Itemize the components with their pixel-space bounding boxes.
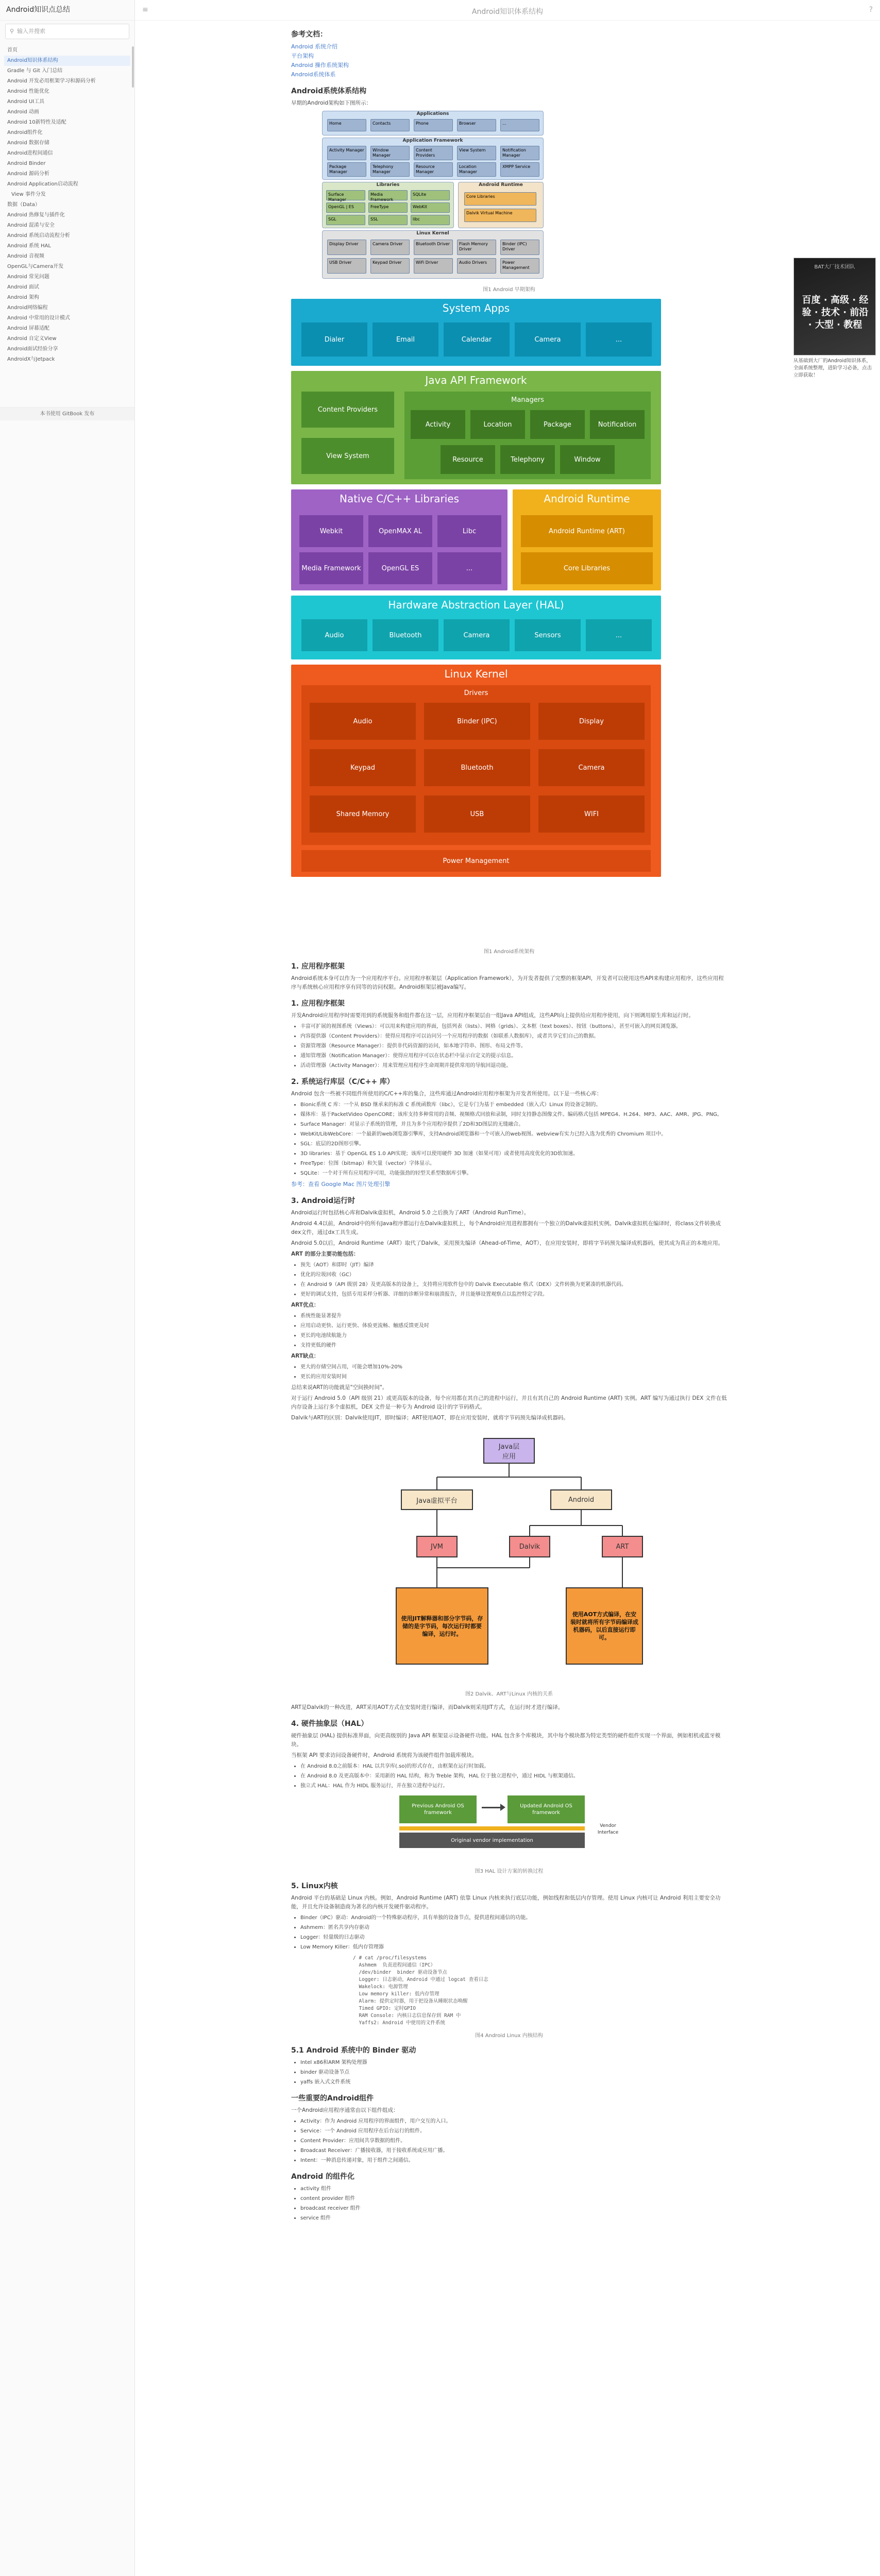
list-item: • FreeType：位图（bitmap）和矢量（vector）字体显示。 [300,1159,727,1168]
hal-transition-diagram [399,1795,626,1862]
caption-4: 图3 HAL 设计方案的转换过程 [475,1869,544,1874]
list-item: • WebKit/LibWebCore：一个最新的web浏览器引擎库，支持Android浏览器和一个可嵌入的web视图。webview有实力已经入选为优秀的 Chromium 项目中。 [300,1130,727,1139]
sidebar-item[interactable]: Android 中常用的设计模式 [7,315,70,321]
d1-component-box: OpenGL | ES [326,202,365,213]
sidebar-item[interactable]: Android UI工具 [7,99,45,105]
d1-component-box: WebKit [411,202,450,213]
list-item: • Service：一个 Android 应用程序在后台运行的组件。 [300,2127,727,2136]
list-item: • 3D libraries：基于 OpenGL ES 1.0 API实现；该库可以使用硬件 3D 加速（如果可用）或者使用高度优化的3D软加速。 [300,1149,727,1158]
d2-native-lib: Libc [437,515,501,547]
d1-component-box: SSL [368,215,408,225]
d2-driver: Audio [310,703,416,740]
list-item: • 支持更低的硬件 [300,1341,727,1350]
last-heading: Android 的组件化 [291,2173,355,2181]
sidebar-item[interactable]: Android网络编程 [7,305,48,311]
art-cons-list [300,1363,727,1381]
d2-drivers-label: Drivers [464,689,488,697]
d1-component-box: FreeType [368,202,408,213]
d2-content-providers: Content Providers [301,392,394,428]
d1-component-box: Camera Driver [370,240,410,255]
d1-component-box: Activity Manager [327,146,366,160]
kernel-code-block: / # cat /proc/filesystems Ashmem 负责进程间通信（IPC） /dev/binder binder 驱动设备节点 Logger: 日志驱动，Android 中通过 logcat 查看日志 Wakelock: 电源管理 Low memory killer: 低内存管理 Alarm: 提供定时器，用于把设备从睡眠状态唤醒 Timed GPIO: 定时GPIO RAM Console: 内核日志信息保存到 RAM 中 Yaffs2: Android 中使用的文件系统 [353,1955,488,2026]
list-item: • 在 Android 8.0之前版本：HAL 以共享库(.so)的形式存在，由框架在运行时加载。 [300,1762,727,1771]
list-item: • 更长的应用安装时间 [300,1372,727,1381]
sidebar-item[interactable]: Android 面试 [7,284,39,290]
d3-jvm-node: JVM [416,1536,458,1557]
d1-component-box: Core Libraries [464,192,536,206]
sidebar-item[interactable]: Android 系统 HAL [7,243,51,249]
list-item: • Activity：作为 Android 应用程序的界面组件，用户交互的入口。 [300,2117,727,2126]
d1-component-box: ... [500,119,539,131]
sidebar-toc [0,44,134,366]
d2-driver: USB [424,795,530,833]
d1-component-box: Binder (IPC) Driver [500,240,539,255]
d2-runtime-item: Android Runtime (ART) [521,515,653,547]
d1-component-box: Display Driver [327,240,366,255]
d2-managers-label: Managers [511,396,544,404]
d1-component-box: USB Driver [327,258,366,274]
caption-5: 图4 Android Linux 内核结构 [475,2033,543,2039]
sidebar-footer[interactable]: 本书使用 GitBook 发布 [0,407,134,420]
sidebar-item[interactable]: Android 数据存储 [7,140,49,146]
list-item: • 内容提供器（Content Providers）：使得应用程序可以访问另一个应用程序的数据（如联系人数据库），或者共享它们自己的数据。 [300,1032,727,1041]
list-item: • 独立式 HAL：HAL 作为 HIDL 服务运行，并在独立进程中运行。 [300,1782,727,1790]
linux-heading: 5. Linux内核 [291,1882,338,1890]
help-icon[interactable]: ? [869,6,873,14]
libs-heading: 2. 系统运行库层（C/C++ 库） [291,1078,394,1086]
d2-hal-module: Sensors [515,619,581,651]
sidebar-item[interactable]: 首页 [7,47,18,53]
d3-android-node: Android [550,1489,612,1510]
main-content [291,23,727,2225]
d2-driver: Camera [538,749,645,786]
d2-hal-module: Bluetooth [373,619,438,651]
d1-component-box: Surface Manager [326,190,365,200]
app-heading: 一些重要的Android组件 [291,2094,374,2103]
hal-heading: 4. 硬件抽象层（HAL） [291,1720,368,1728]
d2-native-lib: Media Framework [299,552,363,584]
d1-component-box: Resource Manager [414,162,453,177]
d2-native-lib: OpenGL ES [368,552,432,584]
jit-p: 总结来说ART的功能就是"空间换时间"。 [291,1384,388,1391]
list-item: • 更好的调试支持，包括专用采样分析器、详细的诊断异常和崩溃报告，并且能够设置观察点以监控特定字段。 [300,1290,727,1299]
ref-link-2[interactable]: 平台架构 [291,53,314,59]
search-icon: ⚲ [10,28,14,35]
sidebar-item[interactable]: Android知识体系结构 [4,56,130,66]
d1-runtime-label: Android Runtime [479,182,523,188]
list-item: • Logger：轻量级的日志驱动 [300,1933,727,1942]
list-item: • Surface Manager：对显示子系统的管理，并且为多个应用程序提供了2D和3D图层的无缝融合。 [300,1120,727,1129]
sidebar-item[interactable]: Android 自定义View [7,336,57,342]
d1-component-box: Media Framework [368,190,408,200]
d1-framework-label: Application Framework [402,138,463,143]
d2-java-api-title: Java API Framework [425,374,527,386]
list-item: • 在 Android 8.0 及更高版本中：采用新的 HAL 结构，称为 Treble 架构，HAL 位于独立进程中，通过 HIDL 与框架通信。 [300,1772,727,1781]
list-item: • 媒体库：基于PacketVideo OpenCORE；该库支持多种常用的音频、视频格式回放和录制，同时支持静态图像文件。编码格式包括 MPEG4、H.264、MP3、AAC、AMR、JPG、PNG。 [300,1110,727,1119]
d2-native-lib: OpenMAX AL [368,515,432,547]
d1-component-box: Audio Drivers [457,258,496,274]
d2-driver: Bluetooth [424,749,530,786]
sidebar-item[interactable]: Android 屏幕适配 [7,326,49,331]
d2-manager-item: Window [560,445,615,474]
d2-native-lib: Webkit [299,515,363,547]
menu-toggle-icon[interactable]: ≡ [142,6,148,14]
toc-title: 参考文档： [291,30,327,39]
d2-manager-item: Location [470,410,525,439]
search-box[interactable] [5,24,129,39]
list-item: • 预先（AOT）和即时（JIT）编译 [300,1261,727,1269]
d2-driver: Keypad [310,749,416,786]
intro-subtitle: 早期的Android架构如下图所示： [291,100,372,106]
d1-component-box: XMPP Service [500,162,539,177]
d2-manager-item: Resource [441,445,495,474]
d2-driver: WIFI [538,795,645,833]
list-item: • 资源管理器（Resource Manager）：提供非代码资源的访问，如本地字符串、图形、布局文件等。 [300,1042,727,1050]
sidebar-item[interactable]: Android 动画 [7,109,39,115]
d2-system-app: Calendar [444,323,510,357]
sidebar-item[interactable]: Android 源码分析 [7,171,49,177]
sidebar-item[interactable]: OpenGL与Camera开发 [7,264,64,269]
list-item: • 通知管理器（Notification Manager）：使得应用程序可以在状态栏中显示自定义的提示信息。 [300,1052,727,1060]
d1-component-box: Power Management [500,258,539,274]
framework-heading: 1. 应用程序框架 [291,999,345,1008]
list-item: • service 组件 [300,2214,727,2223]
sidebar-scrollbar[interactable] [132,46,134,88]
sidebar-item[interactable]: Android 音视频 [7,253,44,259]
hal-list [300,1762,727,1790]
d3-dalvik-node: Dalvik [509,1536,550,1557]
d4-vendor-interface-bar [399,1826,585,1831]
page-header-title: Android知识体系结构 [471,8,544,16]
d4-vendor-impl: Original vendor implementation [399,1833,585,1848]
list-item: • 更长的电池续航能力 [300,1331,727,1340]
sidebar-item[interactable]: Gradle 与 Git 入门总结 [7,68,63,74]
platform-heading: 1. 应用程序框架 [291,962,345,971]
d2-manager-item: Package [530,410,585,439]
d4-arrow-head-icon [500,1804,505,1811]
ref-link-4[interactable]: Android系统体系 [291,71,336,78]
libs-text: Android 包含一些被不同组件所使用的C/C++库的集合，这些库通过Android应用程序框架为开发者所使用。以下是一些核心库： [291,1091,602,1097]
d2-native-lib: ... [437,552,501,584]
list-item: • Content Provider：应用间共享数据的组件。 [300,2137,727,2145]
d1-component-box: Flash Memory Driver [457,240,496,255]
art-pros-title: ART优点： [291,1302,319,1308]
sidebar-item[interactable]: View 事件分发 [11,192,46,197]
d3-java-vm-node: Java虚拟平台 [401,1489,473,1510]
list-item: • broadcast receiver 组件 [300,2204,727,2213]
list-item: • Intent：一种消息传递对象，用于组件之间通信。 [300,2156,727,2165]
list-item: • 丰富可扩展的视图系统（Views）：可以用来构建应用的界面，包括列表（lists）、网格（grids）、文本框（text boxes）、按钮（buttons），甚至可嵌入的网页浏览器。 [300,1022,727,1031]
d1-component-box: View System [457,146,496,160]
list-item: • Intel x86和ARM 架构处理器 [300,2058,727,2067]
d2-view-system: View System [301,438,394,474]
list-item: • binder 驱动设备节点 [300,2068,727,2077]
search-input[interactable]: 输入并搜索 [17,28,46,35]
d3-jit-note: 使用JIT解释器和部分字节码，存储的是字节码，每次运行时都要编译，运行时。 [396,1587,488,1665]
caption-2: 图1 Android系统架构 [483,949,535,955]
d1-component-box: Home [327,119,366,131]
ref-link-3[interactable]: Android 操作系统架构 [291,62,349,69]
runtime-heading: 3. Android运行时 [291,1197,356,1205]
top-bar [135,0,880,21]
d2-manager-item: Notification [590,410,645,439]
list-item: • 系统性能显著提升 [300,1312,727,1320]
d2-kernel-title: Linux Kernel [444,668,508,680]
app-p: 一个Android应用程序通常由以下组件组成： [291,2107,399,2113]
d1-component-box: Phone [414,119,453,131]
d2-driver: Shared Memory [310,795,416,833]
dalvik-art-diagram [375,1433,643,1685]
art-pros-list [300,1312,727,1350]
d2-system-app: Dialer [301,323,367,357]
list-item: • 活动管理器（Activity Manager）：用来管理应用程序生命周期并提供常用的导航回退功能。 [300,1061,727,1070]
sidebar-item[interactable]: Android 混淆与安全 [7,223,55,228]
list-item: • 应用启动更快、运行更快、体验更流畅、触感反馈更及时 [300,1321,727,1330]
ad-caption[interactable]: 从基础到大厂的Android知识体系，全面系统整理，进阶学习必备，点击立即获取！ [793,358,872,378]
d4-vendor-interface-label: Vendor Interface [597,1823,619,1835]
d1-component-box: Telephony Manager [370,162,410,177]
d1-component-box: Notification Manager [500,146,539,160]
d1-libraries-label: Libraries [376,182,400,188]
sidebar-item[interactable]: Android 10新特性及适配 [7,120,66,125]
d2-system-app: ... [586,323,652,357]
list-item: • SGL：底层的2D图形引擎。 [300,1140,727,1148]
list-item: • yaffs 嵌入式文件系统 [300,2078,727,2087]
sidebar-item[interactable]: Android进程间通信 [7,150,53,156]
hal-p: 硬件抽象层 (HAL) 提供标准界面，向更高级别的 Java API 框架显示设备硬件功能。HAL 包含多个库模块，其中每个模块都为特定类型的硬件组件实现一个界面，例如相机或蓝牙模块。 [291,1733,721,1748]
list-item: • 更大的存储空间占用，可能会增加10%-20% [300,1363,727,1371]
linux-list [300,1913,727,1952]
jit-p2: 对于运行 Android 5.0（API 级别 21）或更高版本的设备，每个应用都在其自己的进程中运行，并且有其自己的 Android Runtime (ART) 实例。ART 编写为通过执行 DEX 文件在低内存设备上运行多个虚拟机，DEX 文件是一种专为 Android 设计的字节码格式。 [291,1395,727,1410]
d2-manager-item: Activity [411,410,465,439]
d1-component-box: Package Manager [327,162,366,177]
art-features-list [300,1261,727,1299]
d2-native-title: Native C/C++ Libraries [339,493,460,505]
libs-list [300,1100,727,1178]
caption-3: 图2 Dalvik、ART与Linux 内核的关系 [465,1691,553,1697]
ref-link-1[interactable]: Android 系统介绍 [291,43,338,50]
sidebar-item[interactable]: Android Binder [7,161,46,166]
list-item: • activity 组件 [300,2184,727,2193]
d2-driver: Display [538,703,645,740]
d1-component-box: Keypad Driver [370,258,410,274]
d4-arrow [482,1807,502,1808]
list-item: • Binder（IPC）驱动：Android的一个特殊驱动程序，具有单独的设备节点，提供进程间通信的功能。 [300,1913,727,1922]
framework-list [300,1022,727,1070]
d1-component-box: libc [411,215,450,225]
sidebar-item[interactable]: 数据（Data） [7,202,40,208]
d1-component-box: Browser [457,119,496,131]
sidebar-item[interactable]: Android 热修复与插件化 [7,212,65,218]
caption-1: 图1 Android 早期架构 [483,287,535,293]
jit-p3: Dalvik与ART的区别：Dalvik使用JIT，即时编译；ART使用AOT，即在应用安装时，就将字节码预先编译成机器码。 [291,1415,569,1421]
list-item: • Bionic系统 C 库：一个从 BSD 继承来的标准 C 系统函数库（libc），它是专门为基于 embedded（嵌入式）Linux 的设备定制的。 [300,1100,727,1109]
sidebar-item[interactable]: Android Application启动流程 [7,181,78,187]
sidebar [0,0,135,2576]
d1-component-box: SGL [326,215,365,225]
sidebar-item[interactable]: Android组件化 [7,130,43,135]
list-item: • SQLite：一个对于所有应用程序可用，功能强劲的轻型关系型数据库引擎。 [300,1169,727,1178]
sidebar-item[interactable]: Android面试经验分享 [7,346,58,352]
app-list [300,2117,727,2165]
d1-component-box: Window Manager [370,146,410,160]
sidebar-item[interactable]: Android 系统启动流程分析 [7,233,70,239]
d1-component-box: Bluetooth Driver [414,240,453,255]
d1-component-box: Content Providers [414,146,453,160]
d3-aot-note: 使用AOT方式编译，在安装时就将所有字节码编译成机器码，以后直接运行即可。 [566,1587,643,1665]
system-architecture-diagram [291,299,661,943]
list-item: • Broadcast Receiver：广播接收器，用于接收系统或应用广播。 [300,2146,727,2155]
art-features-title: ART 的部分主要功能包括： [291,1251,359,1257]
d2-system-app: Email [373,323,438,357]
platform-text: Android系统本身可以作为一个应用程序平台。应用程序框架层（Application Framework），为开发者提供了完整的框架API，开发者可以使用这些API来构建应用程序，这些应用程序与系统核心应用程序享有同等的访问权限。Android框架层被Java编写。 [291,975,724,990]
intro-list [300,2058,727,2087]
d1-kernel-label: Linux Kernel [416,231,449,236]
hal-p2: 当框架 API 要求访问设备硬件时，Android 系统将为该硬件组件加载库模块。 [291,1752,478,1758]
intro-heading: Android系统体系结构 [291,87,367,95]
d2-runtime-item: Core Libraries [521,552,653,584]
list-item: • 优化的垃圾回收（GC） [300,1270,727,1279]
last-list [300,2184,727,2223]
sidebar-item[interactable]: AndroidX与Jetpack [7,357,55,362]
d2-manager-item: Telephony [500,445,555,474]
d4-updated-framework: Updated Android OS framework [507,1795,585,1823]
framework-text: 开发Android应用程序时需要用到的系统服务和组件都在这一层，应用程序框架层由一组Java API组成，这些API向上提供给应用程序使用，向下则调用原生库和运行时。 [291,1012,694,1019]
d2-hal-module: Camera [444,619,510,651]
list-item: • Ashmem：匿名共享内存驱动 [300,1923,727,1932]
ad-title: 百度 · 高级 · 经验 · 技术 · 前沿 · 大型 · 教程 [802,295,869,330]
d1-component-box: Contacts [370,119,410,131]
linux-p: Android 平台的基础是 Linux 内核。例如，Android Runtime (ART) 依靠 Linux 内核来执行底层功能，例如线程和低层内存管理。使用 Linux 内核可让 Android 利用主要安全功能，并且允许设备制造商为著名的内核开发硬件驱动程序。 [291,1895,721,1910]
d3-top-node: Java层 应用 [483,1438,535,1464]
early-architecture-diagram [322,111,571,281]
libs-ref-link[interactable]: 参考：查看 Google Mac 图片处理引擎 [291,1181,391,1188]
d1-component-box: SQLite [411,190,450,200]
sidebar-item[interactable]: Android 性能优化 [7,89,49,94]
runtime-p1: Android运行时包括核心库和Dalvik虚拟机，Android 5.0 之后换为了ART（Android RunTime）。 [291,1210,530,1216]
d2-power-management: Power Management [301,850,651,872]
ad-top-text: BAT大厂技术团队 [814,264,855,270]
d2-hal-title: Hardware Abstraction Layer (HAL) [388,599,564,611]
d2-driver: Binder (IPC) [424,703,530,740]
d1-applications-label: Applications [416,111,449,116]
d1-component-box: Location Manager [457,162,496,177]
list-item: • content provider 组件 [300,2194,727,2203]
d2-hal-module: Audio [301,619,367,651]
d2-runtime-title: Android Runtime [544,493,630,505]
d2-hal-module: ... [586,619,652,651]
sidebar-item[interactable]: Android 常见问题 [7,274,49,280]
sidebar-title: Android知识点总结 [0,0,134,21]
art-cons-title: ART缺点： [291,1353,319,1359]
d2-system-app: Camera [515,323,581,357]
runtime-p3: Android 5.0以后，Android Runtime（ART）取代了Dalvik，采用预先编译（Ahead-of-Time，AOT），在应用安装时，即将字节码预先编译成机器码，使其成为真正的本地应用。 [291,1240,724,1246]
sidebar-item[interactable]: Android 开发必用框架学习和源码分析 [7,78,96,84]
list-item: • Low Memory Killer：低内存管理器 [300,1943,727,1952]
d1-component-box: Dalvik Virtual Machine [464,209,536,222]
d4-previous-framework: Previous Android OS framework [399,1795,477,1823]
list-item: • 在 Android 9（API 级别 28）及更高版本的设备上，支持将应用软件包中的 Dalvik Executable 格式（DEX）文件转换为更紧凑的机器代码。 [300,1280,727,1289]
ad-image[interactable] [793,258,876,355]
runtime-p2: Android 4.4以前，Android中的所有Java程序都运行在Dalvik虚拟机上，每个Android应用进程都拥有一个独立的Dalvik虚拟机实例。Dalvik虚拟机在编译时，将class文件转换成dex文件，通过dx工具生成。 [291,1221,721,1235]
sys-heading: 5.1 Android 系统中的 Binder 驱动 [291,2046,416,2055]
side-ad[interactable] [793,258,876,379]
dvm-p: ART是Dalvik的一种改进，ART采用AOT方式在安装时进行编译，而Dalvik则采用JIT方式，在运行时才进行编译。 [291,1704,564,1710]
sidebar-item[interactable]: Android 架构 [7,295,39,300]
d3-art-node: ART [602,1536,643,1557]
d1-component-box: WiFi Driver [414,258,453,274]
d2-system-apps-title: System Apps [442,302,510,314]
